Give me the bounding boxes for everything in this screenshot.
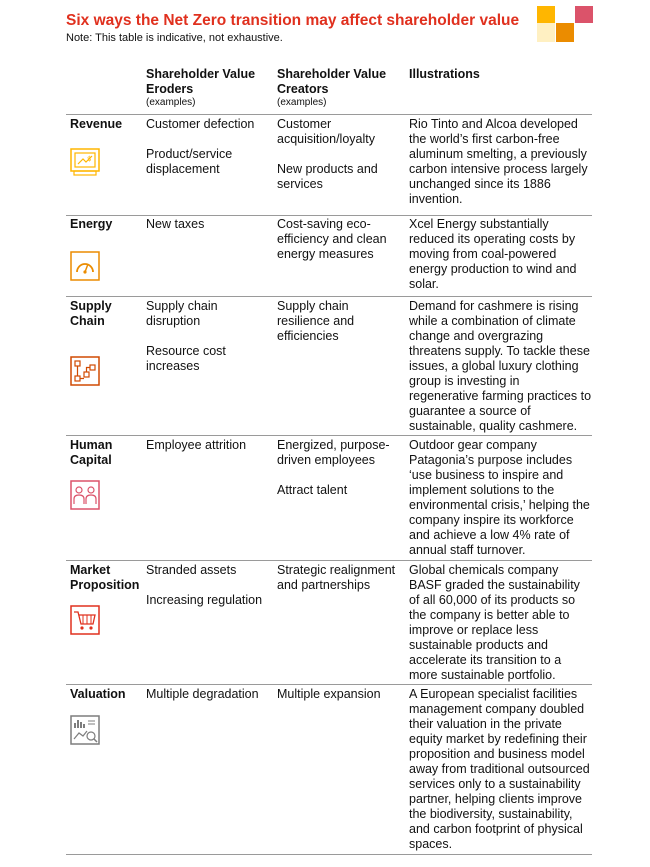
header-creators — [277, 67, 397, 109]
creators-cell — [277, 438, 402, 498]
page-title: Six ways the Net Zero transition may affect shareholder value — [66, 12, 520, 29]
divider — [66, 296, 592, 297]
valuation-chart-icon — [70, 715, 100, 745]
row-label: Revenue — [70, 117, 123, 131]
row-label: Market Proposition — [70, 563, 140, 592]
svg-text:$: $ — [87, 155, 92, 163]
creator-item: Cost-saving eco-efficiency and clean energy measures — [277, 217, 387, 261]
eroder-item: Resource cost increases — [146, 344, 226, 373]
header-eroders-label: Shareholder Value Eroders — [146, 67, 256, 96]
eroders-cell — [146, 563, 271, 608]
cart-icon — [70, 605, 100, 635]
divider — [66, 560, 592, 561]
eroder-item: New taxes — [146, 217, 205, 231]
row-label: Supply Chain — [70, 299, 112, 328]
row-label: Valuation — [70, 687, 126, 701]
creator-item: Supply chain resilience and efficiencies — [277, 299, 355, 343]
eroder-item: Increasing regulation — [146, 593, 263, 607]
eroders-cell — [146, 438, 271, 453]
creator-item: Strategic realignment and partnerships — [277, 563, 396, 592]
eroder-item: Stranded assets — [146, 563, 237, 577]
creator-item: Multiple expansion — [277, 687, 381, 701]
creator-item: New products and services — [277, 162, 378, 191]
creators-cell — [277, 117, 402, 192]
illustration-cell: Demand for cashmere is rising while a combination of climate change and overgrazing threatens supply. To tackle these issues, a global luxury clothing group is investing in regenerative farming practices to guarantee a source of sustainable, quality cashmere. — [409, 299, 592, 433]
header-illustrations: Illustrations — [409, 67, 480, 81]
divider — [66, 854, 592, 855]
row-label: Energy — [70, 217, 113, 231]
gauge-icon — [70, 251, 100, 281]
people-icon — [70, 480, 100, 510]
illustration-cell: Outdoor gear company Patagonia’s purpose includes ‘use business to inspire and implement solutions to the environmental crisis,’ helping the company inspire its workforce and achieve a low 4% rate of annual staff turnover. — [409, 438, 590, 557]
eroders-cell — [146, 117, 271, 177]
eroder-item: Multiple degradation — [146, 687, 259, 701]
supply-chain-icon — [70, 356, 100, 386]
table-note: Note: This table is indicative, not exhaustive. — [66, 32, 283, 44]
divider — [66, 684, 592, 685]
divider — [66, 114, 592, 115]
header-creators-sub: (examples) — [277, 97, 327, 108]
revenue-icon — [70, 147, 100, 177]
eroders-cell — [146, 217, 271, 232]
creator-item: Attract talent — [277, 483, 348, 497]
creators-cell — [277, 299, 402, 344]
eroder-item: Product/service displacement — [146, 147, 233, 176]
creator-item: Customer acquisition/loyalty — [277, 117, 375, 146]
eroders-cell — [146, 299, 271, 374]
illustration-cell: Rio Tinto and Alcoa developed the world’s first carbon-free aluminum smelting, a previously carbon intensive process largely unchanged since its 1886 invention. — [409, 117, 588, 206]
divider — [66, 215, 592, 216]
row-label: Human Capital — [70, 438, 113, 467]
creators-cell — [277, 563, 402, 593]
brand-logo — [537, 6, 593, 44]
illustration-cell: Xcel Energy substantially reduced its operating costs by moving from coal-powered energy production to wind and solar. — [409, 217, 577, 291]
eroders-cell — [146, 687, 271, 702]
header-eroders — [146, 67, 266, 109]
creators-cell — [277, 217, 402, 262]
creator-item: Energized, purpose-driven employees — [277, 438, 390, 467]
divider — [66, 435, 592, 436]
creators-cell — [277, 687, 402, 702]
illustration-cell: Global chemicals company BASF graded the sustainability of all 60,000 of its products so the company is better able to improve or replace less sustainable products and accelerate its transition to a more sustainable portfolio. — [409, 563, 580, 682]
eroder-item: Supply chain disruption — [146, 299, 218, 328]
header-eroders-sub: (examples) — [146, 97, 196, 108]
eroder-item: Employee attrition — [146, 438, 247, 452]
header-creators-label: Shareholder Value Creators — [277, 67, 387, 96]
eroder-item: Customer defection — [146, 117, 255, 131]
illustration-cell: A European specialist facilities management company doubled their valuation in the private equity market by redefining their proposition and business model away from traditional outsourced services only to a sustainability partner, helping clients improve the biodiversity, sustainability, and carbon footprint of physical spaces. — [409, 687, 590, 851]
